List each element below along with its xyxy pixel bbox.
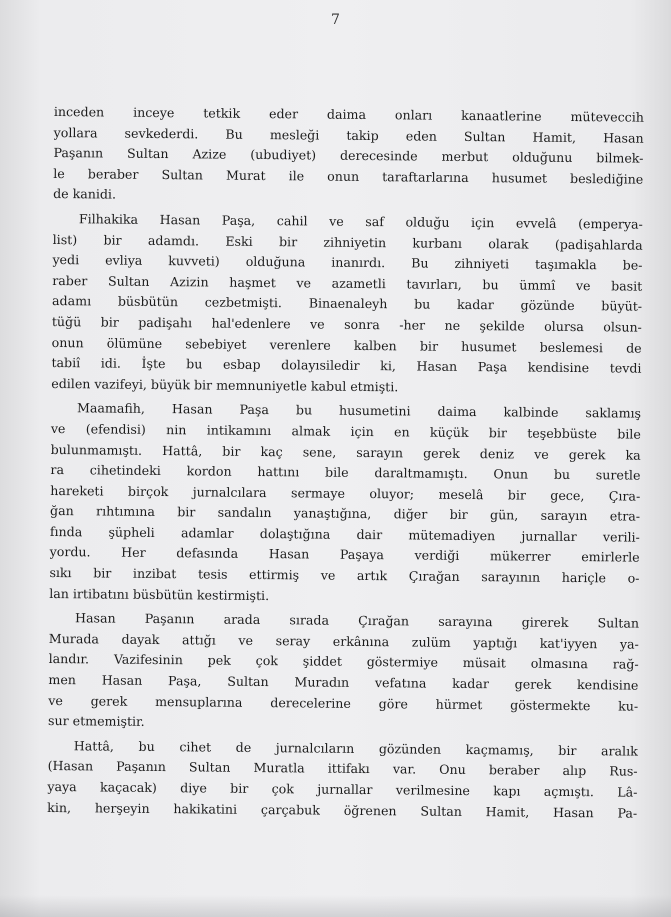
text-line: men Hasan Paşa, Sultan Muradın vefatına kadar gerek kendisine (48, 672, 639, 693)
text-line: Hasan Paşanın arada sırada Çırağan sarayına girerek Sultan (74, 610, 640, 631)
text-line: bulunmamıştı. Hattâ, bir kaç sene, sarayın gerek deniz ve gerek ka (50, 441, 641, 463)
text-line: tüğü bir padişahı hal'edenlere ve sonra -her ne şekilde olursa olsun- (51, 313, 642, 335)
text-line: sıkı bir inzibat tesis ettirmiş ve artık Çırağan sarayının hariçle o- (49, 565, 640, 586)
text-line: Murada dayak attığı ve seray erkânına zulüm yaptığı kat'iyyen ya- (48, 630, 639, 652)
text-line: ve (efendisi) nin intikamını almak için en küçük bir teşebbüste bile (50, 420, 641, 442)
text-line: Maamafih, Hasan Paşa bu husumetini daima kalbinde saklamış (76, 400, 642, 421)
text-line: kin, herşeyin hakikatini çarçabuk öğrenen Sultan Hamit, Hasan Pa- (47, 799, 638, 821)
text-line: tabiî idi. İşte bu esbap dolayısiledir ki, Hasan Paşa kendisine tevdi (51, 355, 642, 376)
text-line: landır. Vazifesinin pek çok şiddet göstermiye müsait olmasına rağ- (48, 651, 639, 673)
text-line: yordu. Her defasında Hasan Paşaya verdiği mükerrer emirlerle (49, 544, 640, 566)
text-line: lan irtibatını büsbütün kestirmişti. (49, 585, 270, 603)
text-line: fında şüpheli adamlar dolaştığına dair mütemadiyen jurnallar verili- (49, 523, 640, 545)
text-line: le beraber Sultan Murat ile onun taraftarlarına husumet beslediğine (53, 165, 644, 187)
text-line: (Hasan Paşanın Sultan Muratla ittifakı var. Onu beraber alıp Rus- (47, 758, 638, 780)
text-line: inceden inceye tetkik eder daima onları kanaatlerine müteveccih (53, 103, 644, 125)
text-line: Hattâ, bu cihet de jurnalcıların gözünden kaçmamış, bir aralık (73, 738, 638, 759)
text-line: yedi evliya kuvveti) olduğuna inanırdı. Bu zihniyeti taşımakla be- (52, 252, 643, 273)
text-line: adamı büsbütün cezbetmişti. Binaenaleyh bu kadar gözünde büyüt- (52, 293, 643, 314)
text-line: list) bir adamdı. Eski bir zihniyetin kurbanı olarak (padişahlarda (52, 231, 643, 253)
text-line: edilen vazifeyi, büyük bir memnuniyetle kabul etmişti. (51, 375, 399, 395)
text-line: Paşanın Sultan Azize (ubudiyet) derecesinde merbut olduğunu bilmek- (53, 145, 644, 166)
text-line: de kanidi. (53, 186, 117, 202)
text-line: yollara sevkederdi. Bu mesleği takip eden Sultan Hamit, Hasan (53, 124, 644, 146)
text-line: ğan rıhtımına bir sandalın yanaştığına, diğer bir gün, sarayın etra- (50, 503, 641, 524)
text-line: onun ölümüne sebebiyet verenlere kalben bir husumet beslemesi de (51, 334, 642, 356)
text-line: raber Sultan Azizin haşmet ve azametli tavırları, bu ümmî ve basit (52, 272, 643, 294)
text-line: Filhakika Hasan Paşa, cahil ve saf olduğu için evvelâ (emperya- (78, 211, 643, 232)
page-number: 7 (331, 12, 340, 28)
page-bottom-shadow (0, 895, 671, 917)
text-line: hareketi birçok jurnalcılara sermaye oluyor; meselâ bir gece, Çıra- (50, 482, 641, 504)
body-text (47, 102, 644, 824)
text-line: ve gerek mensuplarına derecelerine göre hürmet göstermekte ku- (48, 692, 639, 714)
text-line: sur etmemiştir. (47, 713, 145, 730)
text-line: yaya kaçacak) diye bir çok jurnallar verilmesine kapı açmıştı. Lâ- (47, 778, 638, 800)
text-line: ra cihetindeki kordon hattını bile daraltmamıştı. Onun bu suretle (50, 462, 641, 483)
